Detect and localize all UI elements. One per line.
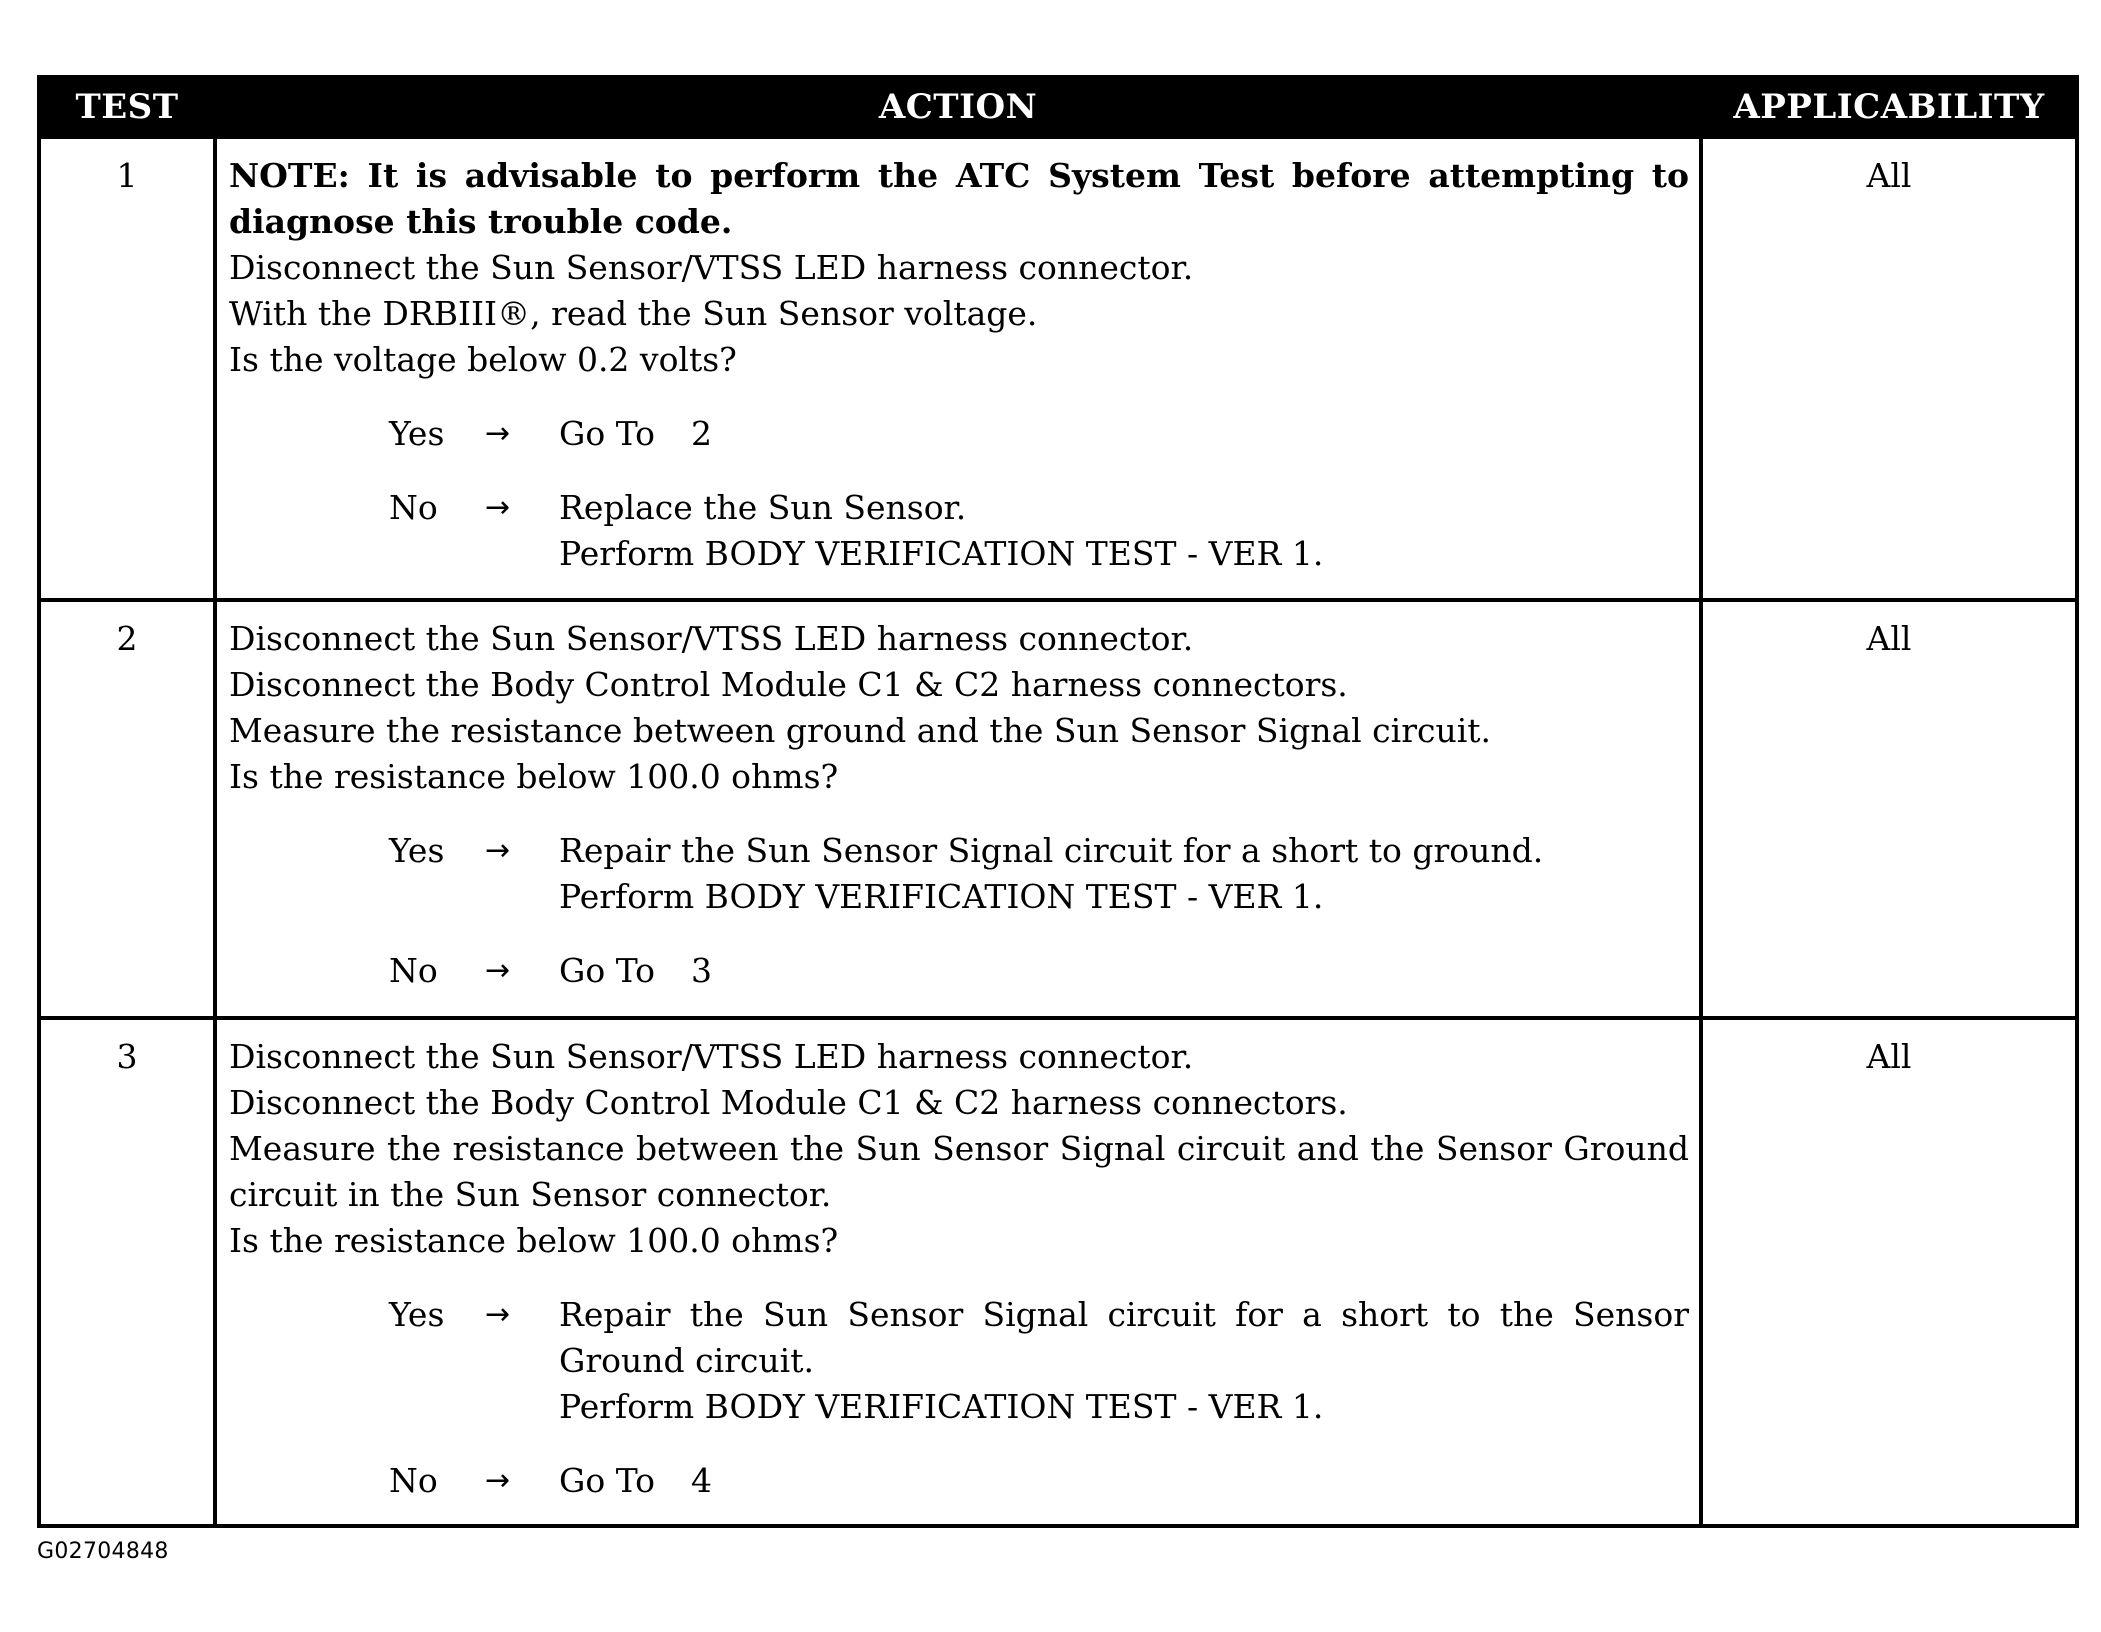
no-result (559, 1458, 1689, 1504)
action-question: Is the resistance below 100.0 ohms? (229, 1221, 839, 1260)
no-label: No (389, 1461, 438, 1500)
header-test: TEST (39, 77, 215, 137)
action-step: Disconnect the Body Control Module C1 & C2 harness connectors. (229, 665, 1348, 704)
goto-number: 4 (691, 1461, 713, 1500)
goto-number: 3 (691, 951, 713, 990)
action-step: Disconnect the Sun Sensor/VTSS LED harness connector. (229, 1037, 1194, 1076)
no-response (389, 1458, 1689, 1504)
yes-label: Yes (389, 831, 445, 870)
yes-response (389, 411, 1689, 457)
action-cell (215, 1018, 1701, 1526)
no-result (559, 948, 1689, 994)
table-row (39, 600, 2077, 1018)
right-arrow-icon: → (485, 833, 511, 868)
applicability-cell: All (1701, 1018, 2077, 1526)
right-arrow-icon: → (485, 416, 511, 451)
yes-response (389, 1292, 1689, 1430)
result-line: Repair the Sun Sensor Signal circuit for a short to the Sensor Ground circuit. (559, 1295, 1689, 1380)
table-header (39, 77, 2077, 137)
action-step: With the DRBIII®, read the Sun Sensor voltage. (229, 294, 1038, 333)
result-line: Repair the Sun Sensor Signal circuit for a short to ground. (559, 831, 1544, 870)
diagnostic-test-table (37, 75, 2079, 1528)
header-applicability: APPLICABILITY (1701, 77, 2077, 137)
applicability-cell: All (1701, 600, 2077, 1018)
right-arrow-icon: → (485, 490, 511, 525)
yes-result (559, 828, 1689, 920)
action-cell (215, 600, 1701, 1018)
table-body (39, 137, 2077, 1526)
right-arrow-icon: → (485, 953, 511, 988)
no-response (389, 948, 1689, 994)
applicability-cell: All (1701, 137, 2077, 600)
yes-label: Yes (389, 414, 445, 453)
test-number: 1 (39, 137, 215, 600)
yes-result (559, 411, 1689, 457)
action-step: Measure the resistance between the Sun Sensor Signal circuit and the Sensor Ground circuit in the Sun Sensor connector. (229, 1129, 1689, 1214)
action-step: Disconnect the Sun Sensor/VTSS LED harness connector. (229, 248, 1194, 287)
action-question: Is the voltage below 0.2 volts? (229, 340, 737, 379)
result-line: Replace the Sun Sensor. (559, 488, 967, 527)
goto-text: Go To (559, 414, 656, 453)
no-label: No (389, 951, 438, 990)
right-arrow-icon: → (485, 1297, 511, 1332)
no-response (389, 485, 1689, 577)
header-row (39, 77, 2077, 137)
yes-label: Yes (389, 1295, 445, 1334)
goto-text: Go To (559, 951, 656, 990)
result-line: Perform BODY VERIFICATION TEST - VER 1. (559, 1387, 1324, 1426)
yes-result (559, 1292, 1689, 1430)
note-text: NOTE: It is advisable to perform the ATC System Test before attempting to diagnose this trouble code. (229, 156, 1689, 241)
action-question: Is the resistance below 100.0 ohms? (229, 757, 839, 796)
table-row (39, 137, 2077, 600)
action-step: Disconnect the Body Control Module C1 & C2 harness connectors. (229, 1083, 1348, 1122)
goto-text: Go To (559, 1461, 656, 1500)
no-label: No (389, 488, 438, 527)
figure-id: G02704848 (37, 1539, 169, 1564)
action-cell (215, 137, 1701, 600)
right-arrow-icon: → (485, 1463, 511, 1498)
goto-number: 2 (691, 414, 713, 453)
header-action: ACTION (215, 77, 1701, 137)
result-line: Perform BODY VERIFICATION TEST - VER 1. (559, 534, 1324, 573)
action-step: Measure the resistance between ground and the Sun Sensor Signal circuit. (229, 711, 1492, 750)
yes-response (389, 828, 1689, 920)
no-result (559, 485, 1689, 577)
table-row (39, 1018, 2077, 1526)
action-step: Disconnect the Sun Sensor/VTSS LED harness connector. (229, 619, 1194, 658)
test-number: 2 (39, 600, 215, 1018)
result-line: Perform BODY VERIFICATION TEST - VER 1. (559, 877, 1324, 916)
test-number: 3 (39, 1018, 215, 1526)
